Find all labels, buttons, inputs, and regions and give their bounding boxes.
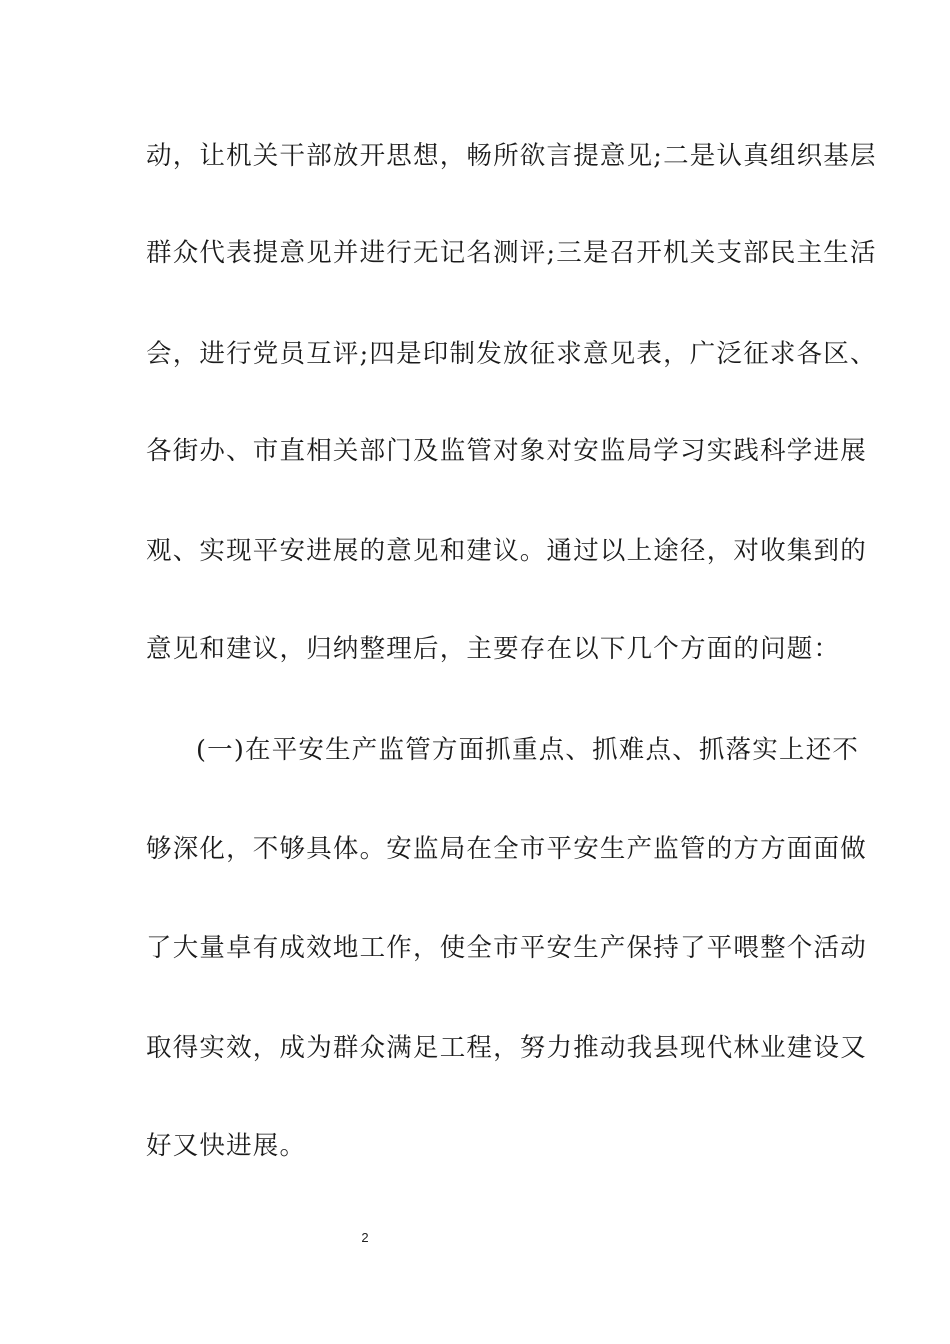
text-line-8: 够深化，不够具体。安监局在全市平安生产监管的方方面面做 (146, 834, 867, 864)
text-line-9: 了大量卓有成效地工作，使全市平安生产保持了平喂整个活动 (146, 933, 867, 963)
text-line-4: 各街办、市直相关部门及监管对象对安监局学习实践科学进展 (146, 436, 867, 466)
text-line-6: 意见和建议，归纳整理后，主要存在以下几个方面的问题： (146, 634, 841, 664)
text-line-1: 动，让机关干部放开思想，畅所欲言提意见;二是认真组织基层 (146, 141, 877, 171)
text-line-3: 会，进行党员互评;四是印制发放征求意见表，广泛征求各区、 (146, 339, 877, 369)
text-line-5: 观、实现平安进展的意见和建议。通过以上途径，对收集到的 (146, 536, 867, 566)
page-number: 2 (361, 1230, 369, 1245)
text-line-10: 取得实效，成为群众满足工程，努力推动我县现代林业建设又 (146, 1033, 867, 1063)
text-line-7: (一)在平安生产监管方面抓重点、抓难点、抓落实上还不 (196, 735, 860, 765)
text-line-11: 好又快进展。 (146, 1131, 307, 1161)
text-line-2: 群众代表提意见并进行无记名测评;三是召开机关支部民主生活 (146, 238, 877, 268)
